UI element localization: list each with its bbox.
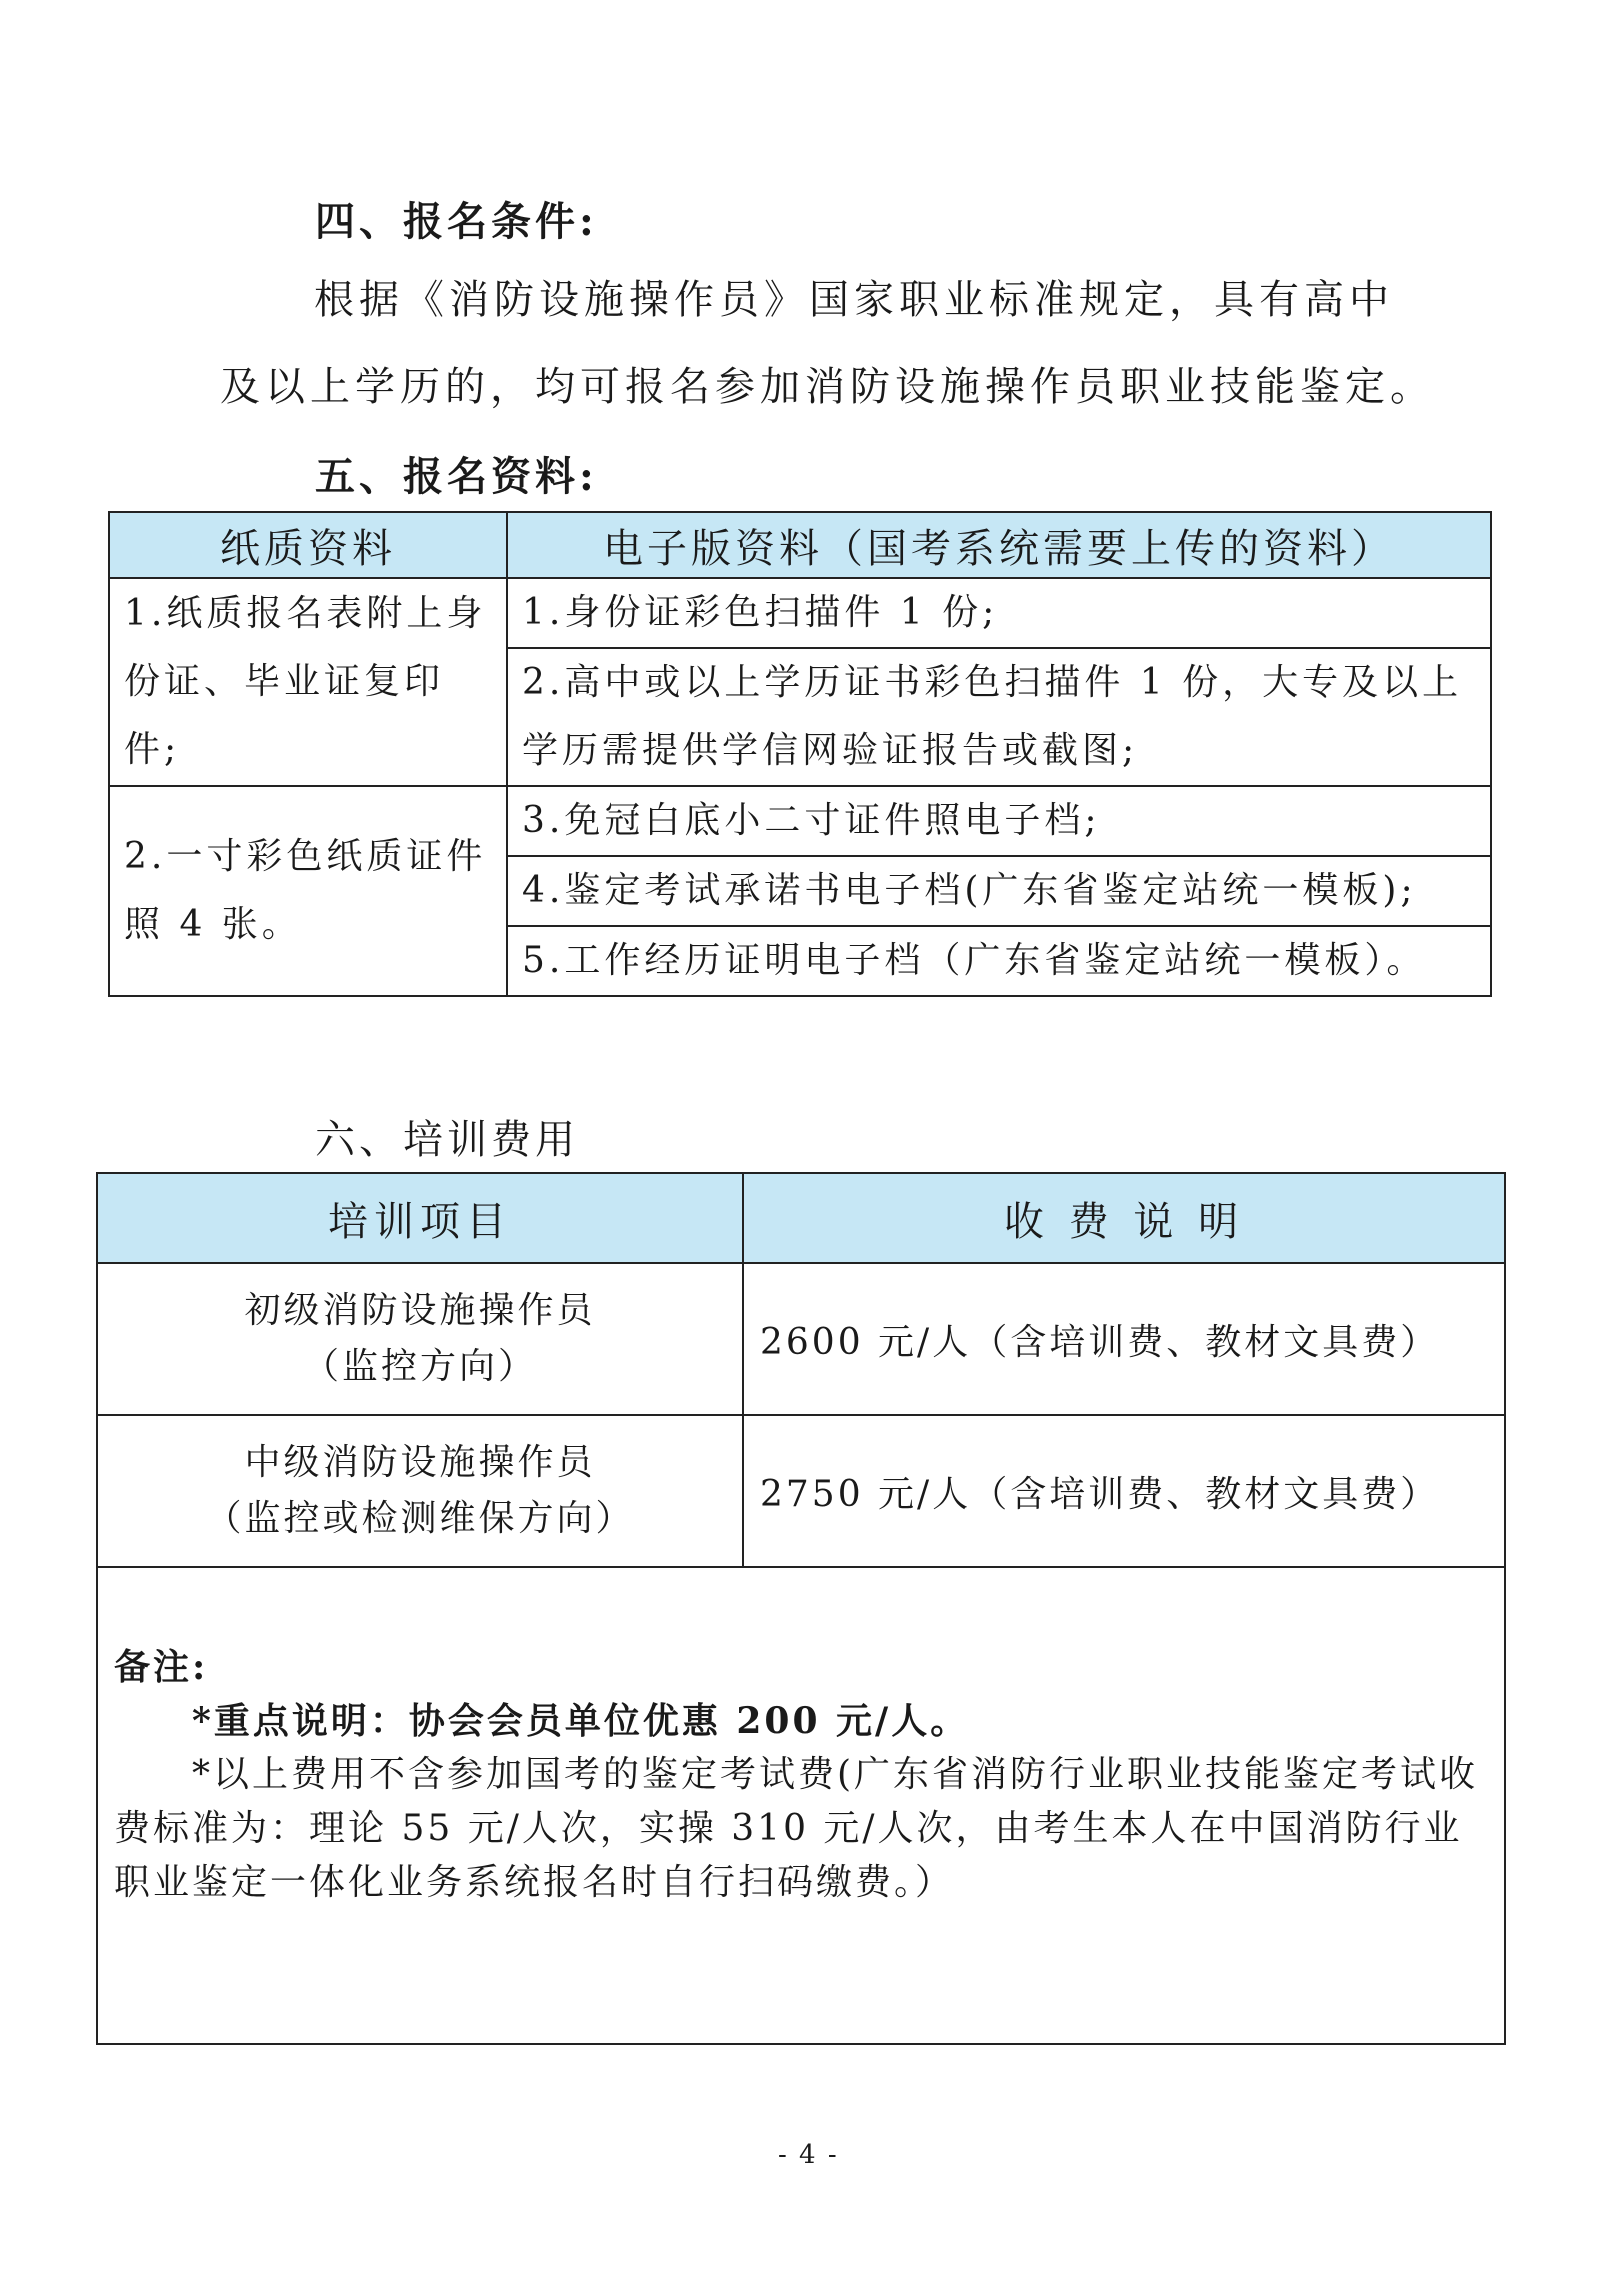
- note-exam-fee: *以上费用不含参加国考的鉴定考试费(广东省消防行业职业技能鉴定考试收费标准为：理论 55 元/人次，实操 310 元/人次，由考生本人在中国消防行业职业鉴定一体化业务系统报名时自行扫码缴费。）: [114, 1754, 1479, 1903]
- training-fee-table: [96, 1172, 1506, 2045]
- paper-material-1: 1.纸质报名表附上身份证、毕业证复印件;: [109, 578, 507, 786]
- notes-cell: [97, 1567, 1505, 2044]
- electronic-material-3: 3.免冠白底小二寸证件照电子档;: [507, 786, 1491, 856]
- section-4-heading: 四、报名条件:: [315, 198, 598, 245]
- electronic-material-4: 4.鉴定考试承诺书电子档(广东省鉴定站统一模板);: [507, 856, 1491, 926]
- section-6-heading: 六、培训费用: [315, 1117, 579, 1163]
- header-fee-description: 收 费 说 明: [743, 1173, 1505, 1263]
- table-row: [97, 1415, 1505, 1567]
- table-header-row: [97, 1173, 1505, 1263]
- table-row: [109, 578, 1491, 648]
- training-item-intermediate: [97, 1415, 743, 1567]
- header-paper-materials: 纸质资料: [109, 512, 507, 578]
- training-item-primary: [97, 1263, 743, 1415]
- electronic-material-1: 1.身份证彩色扫描件 1 份;: [507, 578, 1491, 648]
- section-4-paragraph-line-1: 根据《消防设施操作员》国家职业标准规定，具有高中: [314, 277, 1394, 323]
- training-item-direction: （监控方向）: [302, 1346, 537, 1387]
- training-fee-intermediate: 2750 元/人（含培训费、教材文具费）: [743, 1415, 1505, 1567]
- table-header-row: [109, 512, 1491, 578]
- header-electronic-materials: 电子版资料（国考系统需要上传的资料）: [507, 512, 1491, 578]
- section-5-heading: 五、报名资料:: [315, 453, 598, 500]
- paper-material-2: 2.一寸彩色纸质证件照 4 张。: [109, 786, 507, 996]
- electronic-material-5: 5.工作经历证明电子档（广东省鉴定站统一模板）。: [507, 926, 1491, 996]
- training-item-direction: （监控或检测维保方向）: [205, 1498, 635, 1539]
- table-row: [97, 1567, 1505, 2044]
- notes-title: 备注:: [114, 1646, 209, 1688]
- training-item-name: 初级消防设施操作员: [244, 1290, 596, 1331]
- section-4-paragraph-line-2: 及以上学历的，均可报名参加消防设施操作员职业技能鉴定。: [220, 364, 1435, 410]
- training-item-name: 中级消防设施操作员: [244, 1442, 596, 1483]
- training-fee-primary: 2600 元/人（含培训费、教材文具费）: [743, 1263, 1505, 1415]
- registration-materials-table: [108, 511, 1492, 997]
- header-training-item: 培训项目: [97, 1173, 743, 1263]
- table-row: [109, 786, 1491, 856]
- table-row: [97, 1263, 1505, 1415]
- page-number: - 4 -: [778, 2140, 839, 2170]
- electronic-material-2: 2.高中或以上学历证书彩色扫描件 1 份，大专及以上学历需提供学信网验证报告或截图;: [507, 648, 1491, 786]
- note-key-discount: *重点说明：协会会员单位优惠 200 元/人。: [192, 1700, 970, 1742]
